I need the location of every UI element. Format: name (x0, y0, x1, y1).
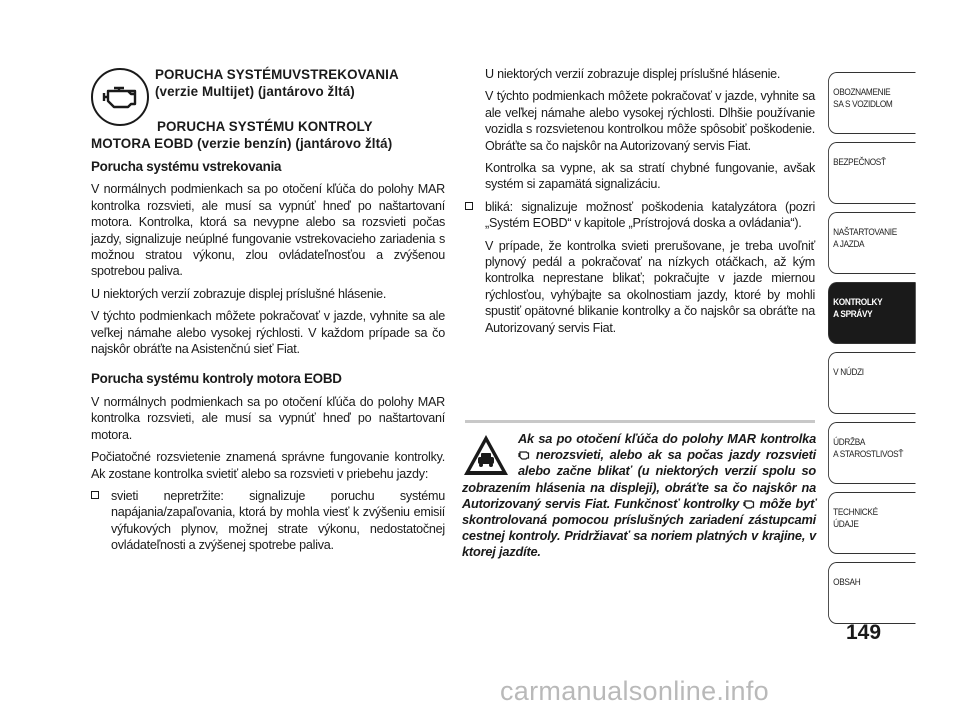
engine-warning-icon (91, 68, 149, 126)
heading-eobd-fault: PORUCHA SYSTÉMU KONTROLY (157, 119, 373, 134)
left-column (91, 66, 445, 560)
tab-v-nudzi[interactable]: V NÚDZI (828, 352, 916, 414)
list-item (91, 488, 445, 554)
section-divider (465, 420, 815, 423)
paragraph: U niektorých verzií zobrazuje displej príslušné hlásenie. (91, 286, 387, 301)
warning-text-1: Ak sa po otočení kľúča do polohy MAR kontrolka (518, 431, 816, 446)
warning-triangle-icon (462, 433, 510, 477)
heading-eobd-fault-cont: MOTORA EOBD (verzie benzín) (jantárovo žltá) (91, 136, 393, 151)
right-column (465, 66, 815, 342)
tab-obsah[interactable]: OBSAH (828, 562, 916, 624)
engine-warning-icon (518, 450, 530, 460)
paragraph: V normálnych podmienkach sa po otočení kľúča do polohy MAR kontrolka rozsvieti, ale musí sa vypnúť hneď po naštartovaní motora. Kontrolka, ktorá sa nevypne alebo sa rozsvieti počas jazdy, signalizuje neúplné fungovanie vstrekovacieho zariadenia s možnou stratou výkonu, zlou ovládateľnosťou a zvýšenou spotrebou paliva. (91, 182, 445, 279)
warning-note (462, 431, 816, 561)
tab-kontrolky[interactable]: KONTROLKY A SPRÁVY (828, 282, 916, 344)
chapter-tabs (828, 72, 916, 632)
tab-bezpecnost[interactable]: BEZPEČNOSŤ (828, 142, 916, 204)
paragraph: U niektorých verzií zobrazuje displej príslušné hlásenie. (485, 67, 781, 81)
watermark: carmanualsonline.info (500, 676, 769, 706)
checkbox-bullet-icon (465, 202, 473, 210)
page-number: 149 (846, 621, 882, 644)
heading-block (91, 66, 445, 152)
paragraph: V prípade, že kontrolka svieti prerušovane, je treba uvoľniť plynový pedál a pokračovať na nízkych otáčkach, až kým kontrolka neprestane blikať; pokračujte v jazde miernou rýchlosťou, vyhýbajte sa okolnostiam jazdy, ktoré by mohli spustiť opätovné blikanie kontrolky a čo najskôr sa obráťte na Autorizovaný servis Fiat. (485, 238, 815, 335)
engine-warning-icon (743, 499, 755, 509)
list-item-text: svieti nepretržite: signalizuje poruchu systému napájania/zapaľovania, ktorá by mohla viesť k zvýšeniu emisií výfukových plynov, možnej strate výkonu, nedostatočnej ovládateľnosti a zvýšenej spotrebe paliva. (111, 488, 445, 553)
heading-injection-fault: PORUCHA SYSTÉMUVSTREKOVANIA (155, 67, 399, 82)
heading-injection-fault-sub: (verzie Multijet) (jantárovo žltá) (155, 84, 355, 99)
tab-oboznamenie[interactable]: OBOZNAMENIE SA S VOZIDLOM (828, 72, 916, 134)
paragraph: Počiatočné rozsvietenie znamená správne fungovanie kontrolky. Ak zostane kontrolka svietiť alebo sa rozsvieti v priebehu jazdy: (91, 450, 445, 481)
paragraph: Kontrolka sa vypne, ak sa stratí chybné fungovanie, avšak systém si zapamätá signalizáciu. (485, 161, 815, 192)
paragraph: V týchto podmienkach môžete pokračovať v jazde, vyhnite sa ale veľkej námahe alebo vysokej rýchlosti. Dlhšie používanie vozidla s rozsvietenou kontrolkou môže spôsobiť poškodenie. Obráťte sa čo najskôr na Autorizovaný servis Fiat. (485, 89, 815, 153)
paragraph: V normálnych podmienkach sa po otočení kľúča do polohy MAR kontrolka rozsvieti, ale musí sa vypnúť hneď po naštartovaní motora. (91, 394, 445, 442)
paragraph: V týchto podmienkach môžete pokračovať v jazde, vyhnite sa ale veľkej námahe alebo vysokej rýchlosti. V každom prípade sa čo najskôr obráťte na Asistenčnú sieť Fiat. (91, 309, 445, 357)
subheading-eobd: Porucha systému kontroly motora EOBD (91, 371, 342, 387)
tab-nastartovanie[interactable]: NAŠTARTOVANIE A JAZDA (828, 212, 916, 274)
subheading-injection: Porucha systému vstrekovania (91, 159, 282, 174)
list-item (465, 199, 815, 232)
tab-udrzba[interactable]: ÚDRŽBA A STAROSTLIVOSŤ (828, 422, 916, 484)
list-item-text: bliká: signalizuje možnosť poškodenia katalyzátora (pozri „Systém EOBD“ v kapitole „Prístrojová doska a ovládania“). (485, 199, 815, 231)
warning-text-2: nerozsvieti, alebo ak sa počas jazdy rozsvieti alebo začne blikať (u niektorých verzií spolu so zobrazením hlásenia na displeji), obráťte sa čo najskôr na Autorizovaný servis Fiat. Funkčnosť kontrolky (462, 447, 816, 511)
checkbox-bullet-icon (91, 491, 99, 499)
warning-text-3: môže byť skontrolovaná pomocou príslušných zariadení zástupcami cestnej kontroly. Pridržiavať sa noriem platných v krajine, v ktorej jazdíte. (462, 495, 816, 560)
tab-technicke[interactable]: TECHNICKÉ ÚDAJE (828, 492, 916, 554)
